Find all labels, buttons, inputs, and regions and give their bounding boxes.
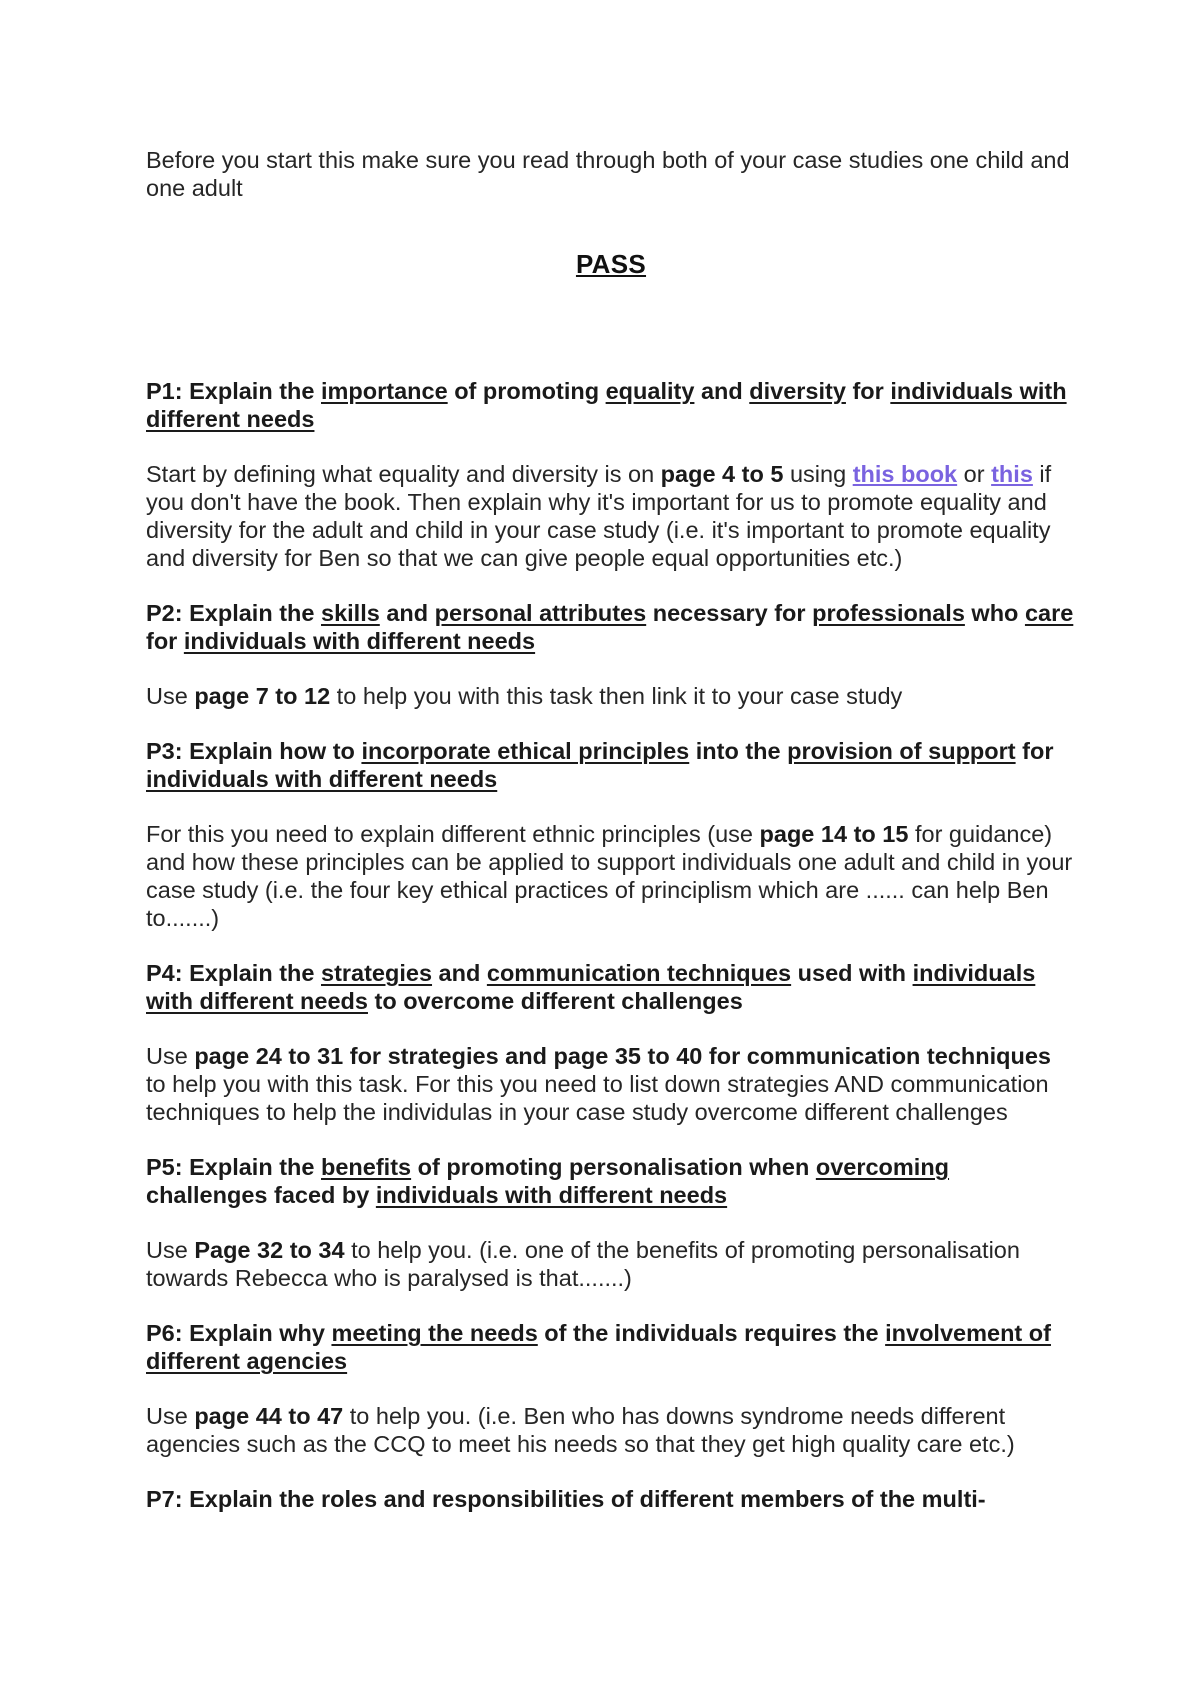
this-book-link[interactable]: this book	[852, 461, 958, 487]
p4-title: P4: Explain the strategies and communication techniques used with individuals with different needs to overcome different challenges	[146, 960, 1036, 1014]
p2-title: P2: Explain the skills and personal attributes necessary for professionals who care for individuals with different needs	[146, 600, 1074, 654]
p6-body: Use page 44 to 47 to help you. (i.e. Ben who has downs syndrome needs different agencies such as the CCQ to meet his needs so that they get high quality care etc.)	[146, 1403, 1015, 1457]
pass-heading: PASS	[575, 249, 647, 279]
p6-title: P6: Explain why meeting the needs of the individuals requires the involvement of different agencies	[146, 1320, 1051, 1374]
p5-title: P5: Explain the benefits of promoting personalisation when overcoming challenges faced by individuals with different needs	[146, 1154, 950, 1208]
document-page	[146, 136, 1076, 1513]
p4-body: Use page 24 to 31 for strategies and page 35 to 40 for communication techniques to help you with this task. For this you need to list down strategies AND communication techniques to help the individulas in your case study overcome different challenges	[146, 1043, 1051, 1125]
p3-body: For this you need to explain different ethnic principles (use page 14 to 15 for guidance) and how these principles can be applied to support individuals one adult and child in your case study (i.e. the four key ethical practices of principlism which are ...... can help Ben to.......)	[146, 821, 1073, 931]
p5-body: Use Page 32 to 34 to help you. (i.e. one of the benefits of promoting personalisation towards Rebecca who is paralysed is that.......)	[146, 1237, 1020, 1291]
p3-title: P3: Explain how to incorporate ethical principles into the provision of support for individuals with different needs	[146, 738, 1054, 792]
p2-body: Use page 7 to 12 to help you with this task then link it to your case study	[146, 683, 903, 709]
intro-text: Before you start this make sure you read through both of your case studies one child and one adult	[146, 147, 1070, 201]
p7-title: P7: Explain the roles and responsibilities of different members of the multi-	[146, 1486, 986, 1512]
this-link[interactable]: this	[991, 461, 1033, 487]
p1-title: P1: Explain the importance of promoting equality and diversity for individuals with different needs	[146, 378, 1067, 432]
heading-wrap	[146, 250, 1076, 279]
p1-body: Start by defining what equality and diversity is on page 4 to 5 using this book or this if you don't have the book. Then explain why it's important for us to promote equality and diversity for the adult and child in your case study (i.e. it's important to promote equality and diversity for Ben so that we can give people equal opportunities etc.)	[146, 461, 1052, 571]
